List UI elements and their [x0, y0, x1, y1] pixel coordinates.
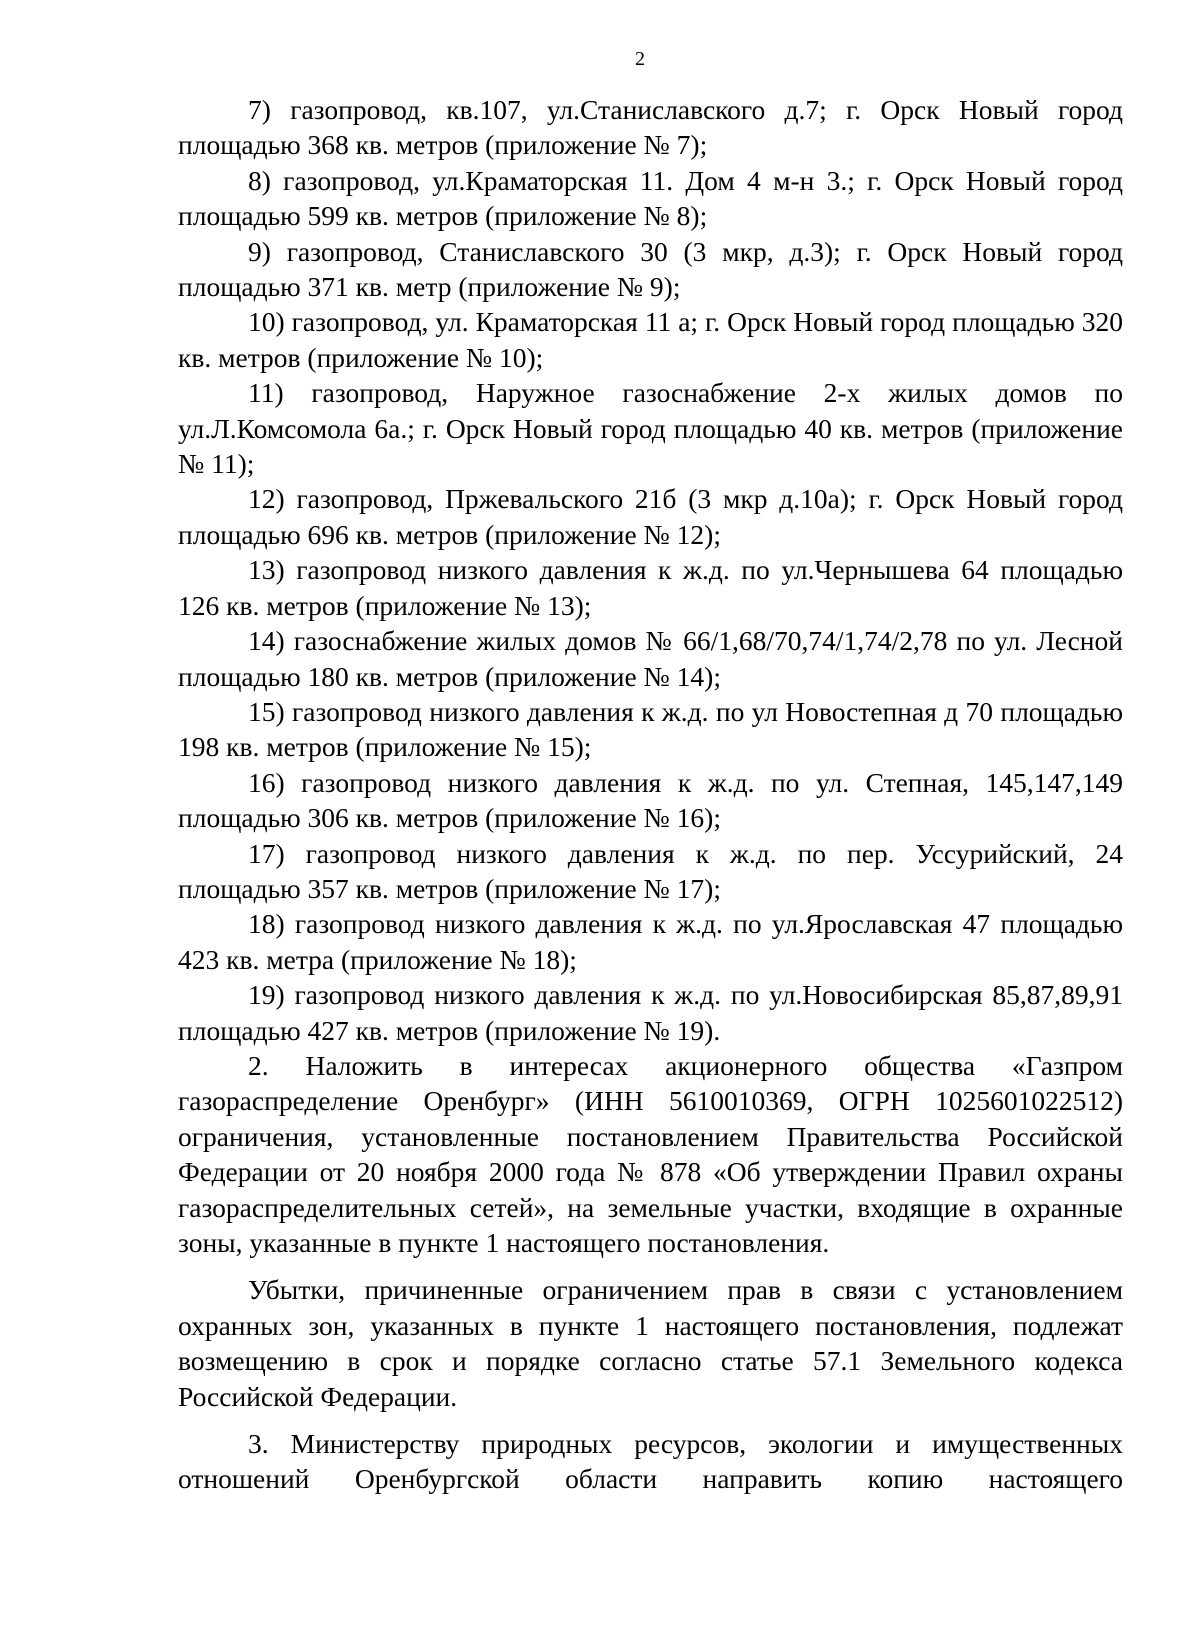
- list-item: 13) газопровод низкого давления к ж.д. по ул.Чернышева 64 площадью 126 кв. метров (приложение № 13);: [178, 554, 1123, 621]
- document-body: [178, 92, 1123, 1497]
- page-number: 2: [635, 48, 645, 70]
- list-item: 17) газопровод низкого давления к ж.д. по пер. Уссурийский, 24 площадью 357 кв. метров (приложение № 17);: [178, 837, 1123, 904]
- list-item: 18) газопровод низкого давления к ж.д. по ул.Ярославская 47 площадью 423 кв. метра (приложение № 18);: [178, 908, 1123, 975]
- list-item: 19) газопровод низкого давления к ж.д. по ул.Новосибирская 85,87,89,91 площадью 427 кв. метров (приложение № 19).: [178, 979, 1123, 1046]
- list-item: 12) газопровод, Пржевальского 21б (3 мкр д.10а); г. Орск Новый город площадью 696 кв. метров (приложение № 12);: [178, 483, 1123, 550]
- list-item: 8) газопровод, ул.Краматорская 11. Дом 4 м-н 3.; г. Орск Новый город площадью 599 кв. метров (приложение № 8);: [178, 164, 1123, 232]
- list-item: 14) газоснабжение жилых домов № 66/1,68/70,74/1,74/2,78 по ул. Лесной площадью 180 кв. метров (приложение № 14);: [178, 625, 1123, 692]
- list-item: 9) газопровод, Станиславского 30 (3 мкр, д.3); г. Орск Новый город площадью 371 кв. метр (приложение № 9);: [178, 235, 1123, 303]
- losses-paragraph: Убытки, причиненные ограничением прав в связи с установлением охранных зон, указанных в пункте 1 настоящего постановления, подлежат возмещению в срок и порядке согласно статье 57.1 Земельного кодекса Российской Федерации.: [178, 1274, 1123, 1412]
- section-2-paragraph: 2. Наложить в интересах акционерного общества «Газпром газораспределение Оренбург» (ИНН 5610010369, ОГРН 1025601022512) ограничения, установленные постановлением Правительства Российской Федерации от 20 ноября 2000 года № 878 «Об утверждении Правил охраны газораспределительных сетей», на земельные участки, входящие в охранные зоны, указанные в пункте 1 настоящего постановления.: [178, 1049, 1123, 1258]
- list-item: 11) газопровод, Наружное газоснабжение 2-х жилых домов по ул.Л.Комсомола 6а.; г. Орск Новый город площадью 40 кв. метров (приложение № 11);: [178, 377, 1123, 480]
- list-item: 7) газопровод, кв.107, ул.Станиславского д.7; г. Орск Новый город площадью 368 кв. метров (приложение № 7);: [178, 94, 1123, 161]
- section-3-paragraph: 3. Министерству природных ресурсов, экологии и имущественных отношений Оренбургской области направить копию настоящего: [178, 1428, 1123, 1495]
- list-item: 16) газопровод низкого давления к ж.д. по ул. Степная, 145,147,149 площадью 306 кв. метров (приложение № 16);: [178, 766, 1123, 834]
- list-item: 10) газопровод, ул. Краматорская 11 а; г. Орск Новый город площадью 320 кв. метров (приложение № 10);: [178, 306, 1123, 373]
- list-item: 15) газопровод низкого давления к ж.д. по ул Новостепная д 70 площадью 198 кв. метров (приложение № 15);: [178, 695, 1123, 763]
